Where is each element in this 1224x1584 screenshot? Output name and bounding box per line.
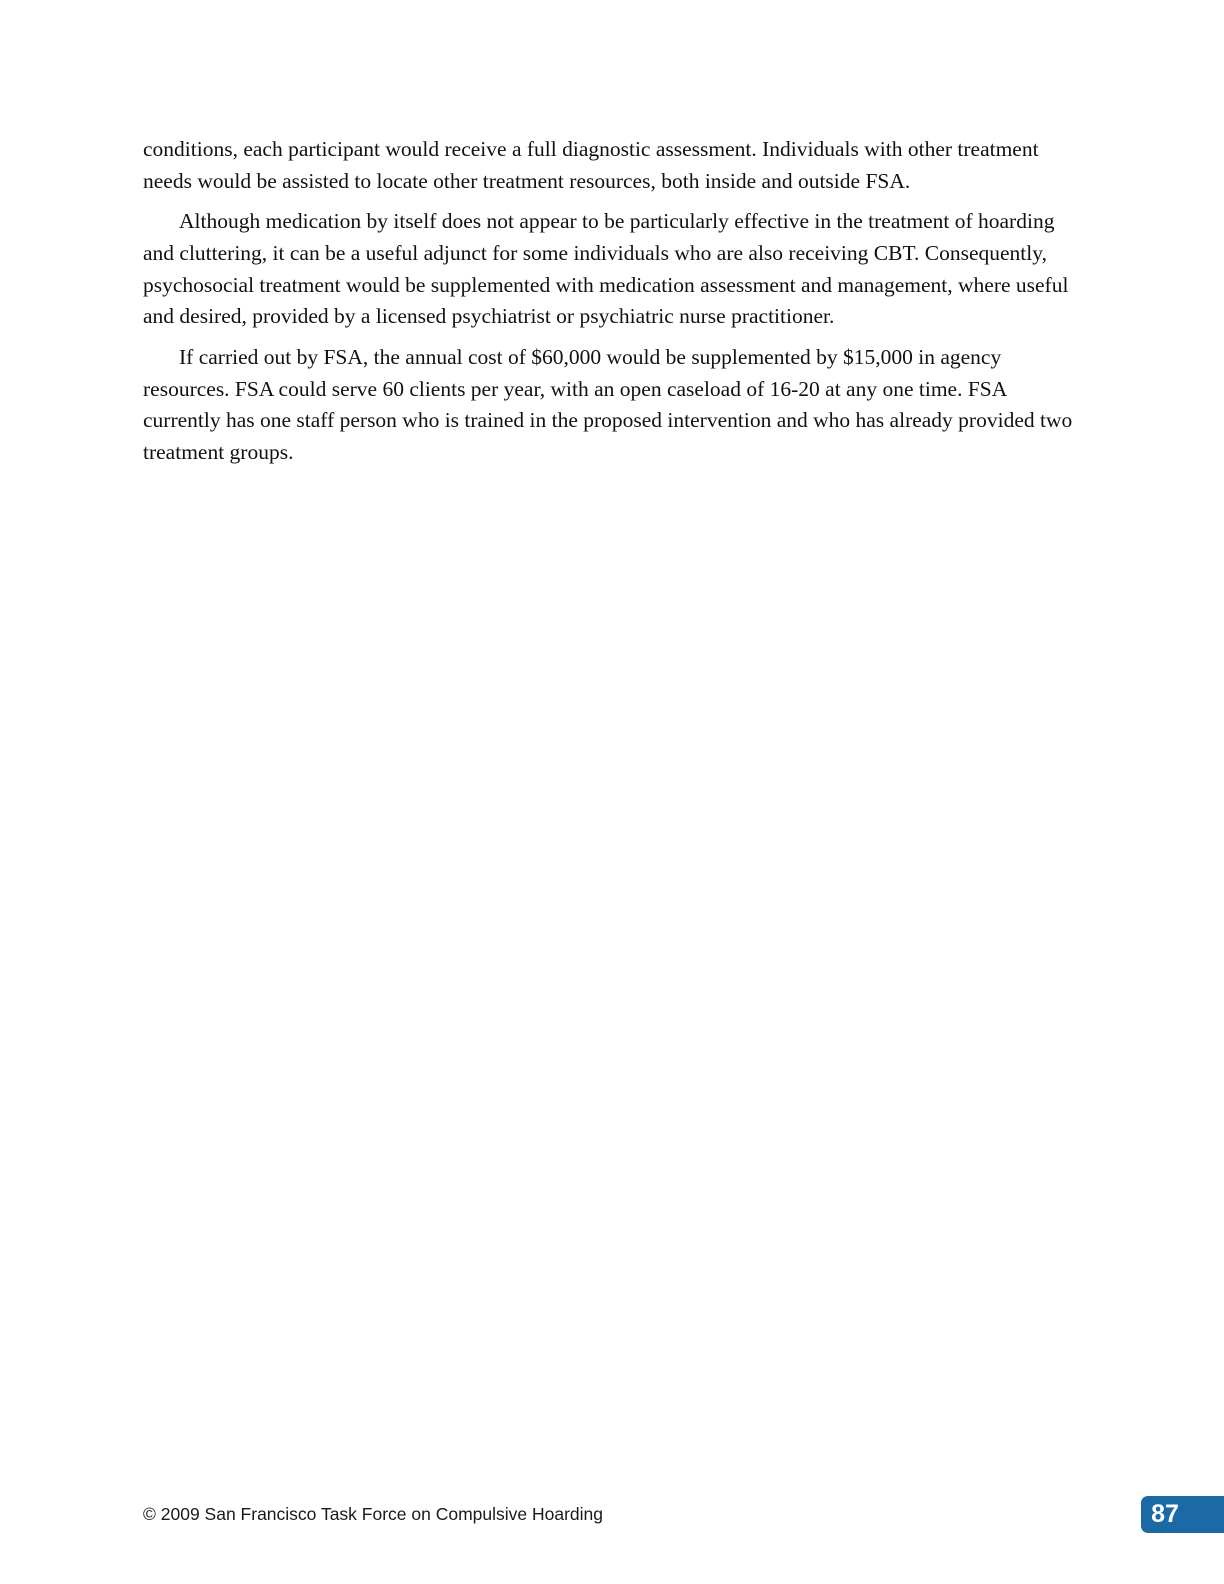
paragraph-medication: Although medication by itself does not appear to be particularly effective in the treatment of hoarding and cluttering, it can be a useful adjunct for some individuals who are also receiving CBT. Consequently, psychosocial treatment would be supplemented with medication assessment and management, where useful and desired, provided by a licensed psychiatrist or psychiatric nurse practitioner. — [143, 209, 1069, 329]
paragraph-cost: If carried out by FSA, the annual cost of $60,000 would be supplemented by $15,000 in agency resources. FSA could serve 60 clients per year, with an open caseload of 16-20 at any one time. FSA currently has one staff person who is trained in the proposed intervention and who has already provided two treatment groups. — [143, 344, 1073, 465]
body-text — [143, 134, 1078, 477]
paragraph-continuation: conditions, each participant would receive a full diagnostic assessment. Individuals with other treatment needs would be assisted to locate other treatment resources, both inside and outside FSA. — [143, 137, 1039, 193]
page-number-tab — [1141, 1496, 1224, 1533]
footer-copyright: © 2009 San Francisco Task Force on Compulsive Hoarding — [143, 1504, 604, 1524]
page-number: 87 — [1151, 1500, 1179, 1528]
